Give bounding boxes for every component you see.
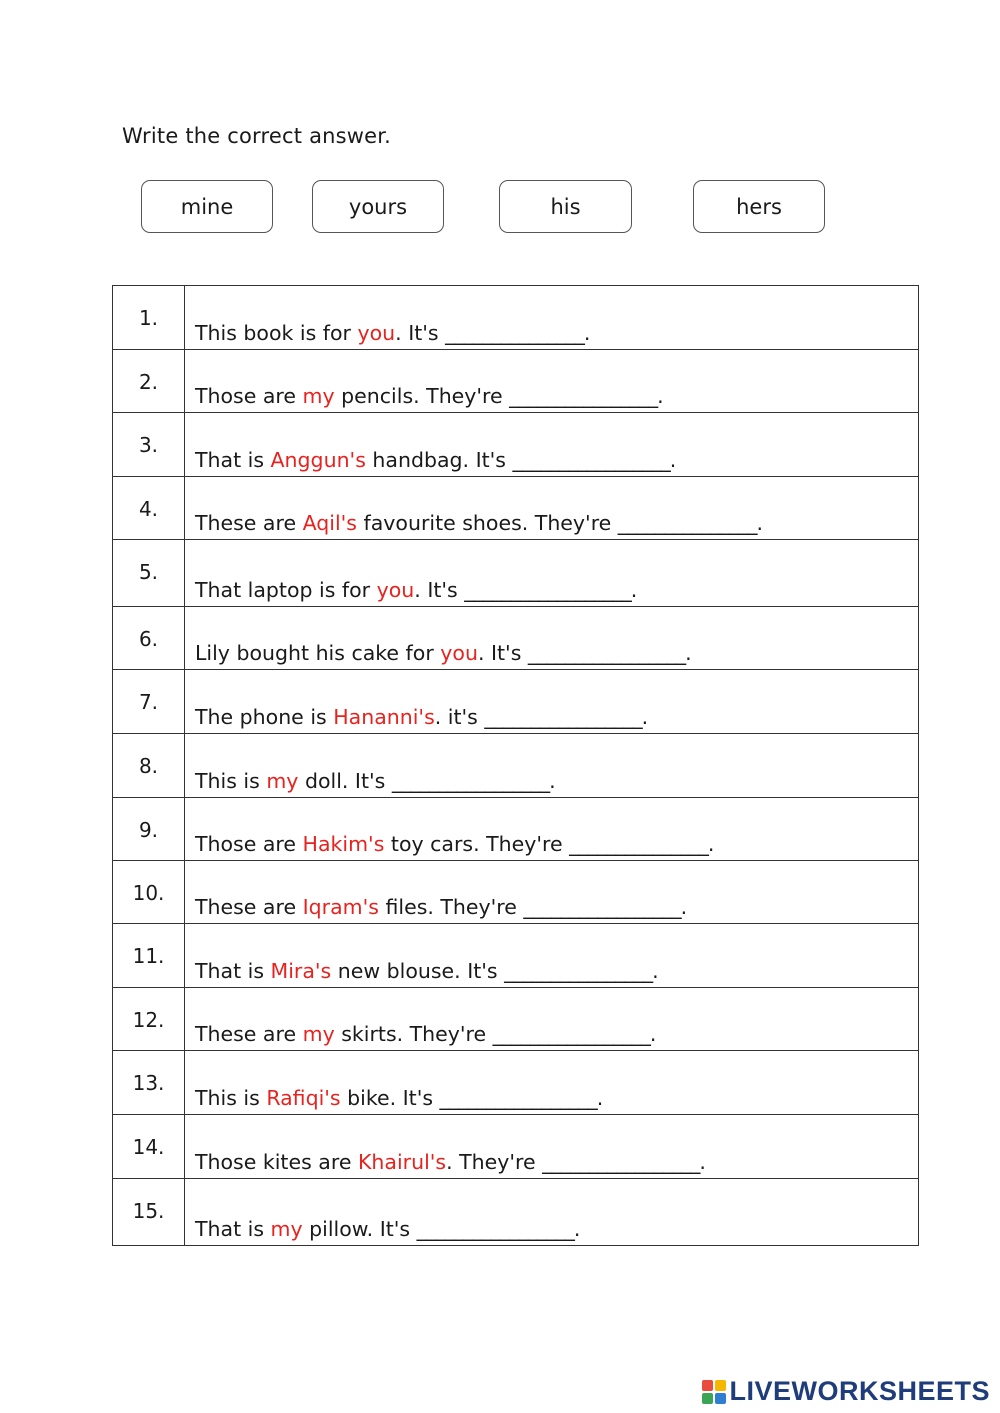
answer-blank[interactable]: _______________	[569, 832, 708, 856]
word-bank-mine[interactable]: mine	[141, 180, 273, 233]
item-number: 2.	[113, 350, 185, 413]
item-number: 11.	[113, 924, 185, 988]
item-sentence	[185, 540, 919, 607]
answer-blank[interactable]: _________________	[439, 1086, 597, 1110]
exercise-table	[112, 285, 919, 1246]
sentence-text: Lily bought his cake for	[195, 641, 441, 665]
sentence-text: .	[756, 511, 764, 535]
sentence-text: .	[641, 705, 649, 729]
item-sentence	[185, 350, 919, 413]
sentence-text: That is	[195, 448, 271, 472]
sentence-text: toy cars. They're	[384, 832, 570, 856]
table-row	[113, 413, 919, 477]
item-number: 3.	[113, 413, 185, 477]
logo-square-green	[702, 1393, 713, 1404]
highlighted-word: Hananni's	[333, 705, 435, 729]
liveworksheets-logo-icon	[702, 1380, 726, 1404]
highlighted-word: my	[302, 384, 335, 408]
sentence-text: . It's	[395, 321, 446, 345]
word-bank-hers[interactable]: hers	[693, 180, 825, 233]
item-number: 12.	[113, 988, 185, 1051]
sentence-text: pillow. It's	[302, 1217, 417, 1241]
answer-blank[interactable]: _________________	[416, 1217, 574, 1241]
table-row	[113, 286, 919, 350]
item-sentence	[185, 286, 919, 350]
table-row	[113, 607, 919, 670]
sentence-text: .	[707, 832, 715, 856]
item-sentence	[185, 1179, 919, 1246]
table-row	[113, 1051, 919, 1115]
item-sentence	[185, 988, 919, 1051]
highlighted-word: Anggun's	[270, 448, 366, 472]
answer-blank[interactable]: _________________	[512, 448, 670, 472]
sentence-text: This is	[195, 1086, 267, 1110]
sentence-text: bike. It's	[340, 1086, 440, 1110]
item-number: 4.	[113, 477, 185, 540]
answer-blank[interactable]: ________________	[504, 959, 653, 983]
item-number: 7.	[113, 670, 185, 734]
answer-blank[interactable]: _________________	[542, 1150, 700, 1174]
item-sentence	[185, 861, 919, 924]
item-sentence	[185, 670, 919, 734]
sentence-text: .	[649, 1022, 657, 1046]
sentence-text: .	[680, 895, 688, 919]
table-row	[113, 1179, 919, 1246]
word-bank-yours[interactable]: yours	[312, 180, 444, 233]
sentence-text: pencils. They're	[334, 384, 510, 408]
sentence-text: Those are	[195, 832, 303, 856]
sentence-text: That is	[195, 1217, 271, 1241]
item-sentence	[185, 798, 919, 861]
table-row	[113, 670, 919, 734]
item-sentence	[185, 607, 919, 670]
sentence-text: handbag. It's	[365, 448, 513, 472]
logo-square-blue	[715, 1393, 726, 1404]
sentence-text: . it's	[434, 705, 485, 729]
answer-blank[interactable]: _______________	[617, 511, 757, 535]
highlighted-word: Mira's	[270, 959, 332, 983]
table-row	[113, 798, 919, 861]
answer-blank[interactable]: _________________	[527, 641, 686, 665]
sentence-text: .	[549, 769, 556, 793]
answer-blank[interactable]: _______________	[445, 321, 584, 345]
sentence-text: These are	[195, 895, 303, 919]
highlighted-word: Rafiqi's	[266, 1086, 341, 1110]
sentence-text: .	[685, 641, 692, 665]
sentence-text: Those kites are	[195, 1150, 358, 1174]
item-number: 6.	[113, 607, 185, 670]
sentence-text: . They're	[446, 1150, 543, 1174]
sentence-text: new blouse. It's	[331, 959, 505, 983]
table-row	[113, 540, 919, 607]
answer-blank[interactable]: __________________	[464, 578, 631, 602]
sentence-text: .	[657, 384, 664, 408]
sentence-text: .	[596, 1086, 604, 1110]
table-row	[113, 861, 919, 924]
sentence-text: skirts. They're	[334, 1022, 493, 1046]
answer-blank[interactable]: ________________	[509, 384, 658, 408]
item-number: 14.	[113, 1115, 185, 1179]
highlighted-word: Iqram's	[302, 895, 379, 919]
logo-square-yellow	[715, 1380, 726, 1391]
sentence-text: These are	[195, 1022, 303, 1046]
table-row	[113, 350, 919, 413]
table-row	[113, 734, 919, 798]
item-sentence	[185, 413, 919, 477]
sentence-text: files. They're	[378, 895, 524, 919]
sentence-text: . It's	[477, 641, 528, 665]
sentence-text: Those are	[195, 384, 303, 408]
highlighted-word: Hakim's	[302, 832, 385, 856]
item-number: 10.	[113, 861, 185, 924]
item-sentence	[185, 477, 919, 540]
answer-blank[interactable]: _________________	[523, 895, 681, 919]
sentence-text: doll. It's	[298, 769, 392, 793]
item-sentence	[185, 1051, 919, 1115]
highlighted-word: Aqil's	[302, 511, 357, 535]
table-row	[113, 924, 919, 988]
sentence-text: This book is for	[195, 321, 358, 345]
word-bank-his[interactable]: his	[499, 180, 632, 233]
item-sentence	[185, 924, 919, 988]
sentence-text: These are	[195, 511, 303, 535]
highlighted-word: my	[302, 1022, 335, 1046]
highlighted-word: you	[357, 321, 396, 345]
item-number: 9.	[113, 798, 185, 861]
liveworksheets-brand	[702, 1376, 990, 1407]
table-row	[113, 988, 919, 1051]
highlighted-word: Khairul's	[357, 1150, 447, 1174]
item-number: 5.	[113, 540, 185, 607]
item-number: 13.	[113, 1051, 185, 1115]
answer-blank[interactable]: _________________	[391, 769, 550, 793]
sentence-text: That laptop is for	[195, 578, 377, 602]
highlighted-word: my	[270, 1217, 303, 1241]
highlighted-word: you	[440, 641, 478, 665]
brand-name: LIVEWORKSHEETS	[729, 1376, 990, 1406]
item-number: 1.	[113, 286, 185, 350]
sentence-text: . It's	[414, 578, 465, 602]
sentence-text: The phone is	[195, 705, 334, 729]
sentence-text: .	[583, 321, 591, 345]
answer-blank[interactable]: _________________	[492, 1022, 650, 1046]
item-number: 8.	[113, 734, 185, 798]
sentence-text: This is	[195, 769, 267, 793]
sentence-text: That is	[195, 959, 271, 983]
highlighted-word: you	[376, 578, 415, 602]
item-sentence	[185, 734, 919, 798]
item-number: 15.	[113, 1179, 185, 1246]
sentence-text: .	[630, 578, 638, 602]
answer-blank[interactable]: _________________	[484, 705, 642, 729]
sentence-text: .	[669, 448, 677, 472]
logo-square-red	[702, 1380, 713, 1391]
table-row	[113, 1115, 919, 1179]
table-row	[113, 477, 919, 540]
highlighted-word: my	[266, 769, 299, 793]
sentence-text: favourite shoes. They're	[357, 511, 618, 535]
sentence-text: .	[699, 1150, 706, 1174]
sentence-text: .	[652, 959, 659, 983]
item-sentence	[185, 1115, 919, 1179]
sentence-text: .	[573, 1217, 581, 1241]
instruction-text: Write the correct answer.	[122, 124, 392, 148]
